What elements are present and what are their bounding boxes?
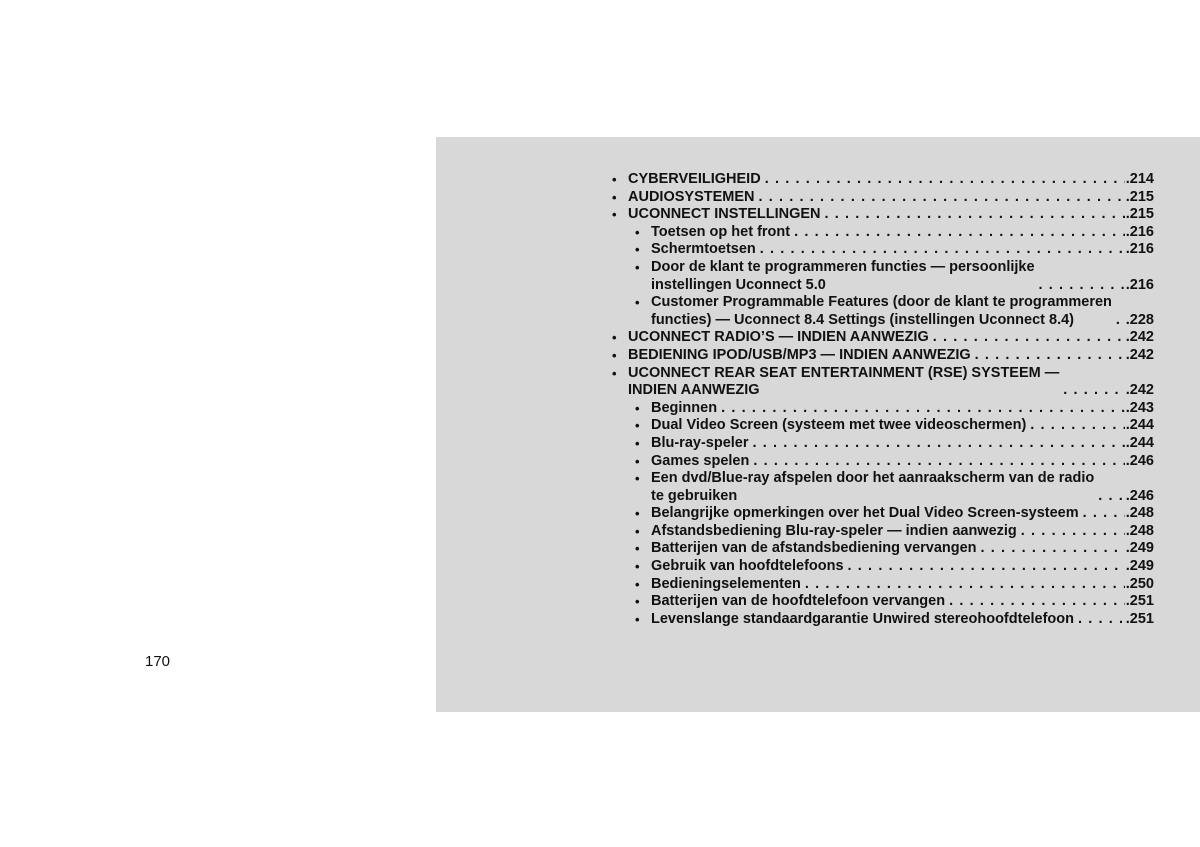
toc-entry-page: .246 [1125,487,1154,504]
toc-entry-title-wrap [628,347,1125,365]
toc-entry[interactable] [612,241,1154,259]
toc-entry-page: .249 [1125,558,1154,575]
toc-entry[interactable] [612,470,1154,505]
toc-entry-title-wrap [628,171,1125,189]
toc-entry-title: CYBERVEILIGHEID [628,171,761,187]
dot-leader [1059,382,1125,400]
toc-entry[interactable] [612,523,1154,541]
toc-entry[interactable] [612,206,1154,224]
toc-entry-title-wrap [651,400,1125,418]
toc-entry[interactable] [612,505,1154,523]
bullet-icon: • [635,541,640,557]
bullet-icon: • [635,224,640,240]
toc-entry-page: .246 [1125,452,1154,469]
toc-entry-title: Een dvd/Blue-ray afspelen door het aanraakscherm van de radio te gebruiken [651,470,1095,504]
toc-entry-title-wrap [628,189,1125,207]
bullet-icon: • [635,559,640,575]
toc-entry-page: .243 [1125,399,1154,416]
toc-entry[interactable] [612,540,1154,558]
dot-leader [756,241,1125,259]
toc-entry[interactable] [612,224,1154,242]
toc-entry-title-wrap [651,558,1125,576]
toc-entry-title: Afstandsbediening Blu-ray-speler — indien aanwezig [651,522,1017,539]
bullet-icon: • [612,347,617,363]
toc-entry-page: .251 [1125,593,1154,610]
toc-entry-title: Schermtoetsen [651,241,756,258]
bullet-icon: • [635,295,640,311]
toc-entry-title: Levenslange standaardgarantie Unwired stereohoofdtelefoon [651,610,1074,627]
dot-leader [761,171,1125,189]
bullet-icon: • [635,435,640,451]
toc-entry-title-wrap [651,417,1125,435]
table-of-contents [612,171,1154,628]
dot-leader [971,347,1125,365]
dot-leader [1017,523,1125,541]
toc-entry-page: .244 [1125,434,1154,451]
toc-entry-title-wrap [651,540,1125,558]
bullet-icon: • [635,506,640,522]
bullet-icon: • [612,172,617,187]
toc-entry-title: Customer Programmable Features (door de klant te programmeren functies) — Uconnect 8.4 Settings (instellingen Uconnect 8.4) [651,294,1112,328]
toc-entry-title: Beginnen [651,399,718,416]
toc-entry-title-wrap [651,523,1125,541]
dot-leader [790,224,1125,242]
toc-entry-title: Belangrijke opmerkingen over het Dual Video Screen-systeem [651,505,1079,522]
toc-entry-title: Gebruik van hoofdtelefoons [651,558,844,575]
bullet-icon: • [635,471,640,487]
bullet-icon: • [612,207,617,223]
toc-entry[interactable] [612,576,1154,594]
bullet-icon: • [635,418,640,434]
page-number: 170 [145,653,171,670]
toc-entry-page: .216 [1125,223,1154,240]
toc-entry-page: .249 [1125,540,1154,557]
toc-entry-page: .251 [1125,610,1154,627]
toc-entry-title-wrap [651,576,1125,594]
toc-entry-title-wrap [651,294,1125,329]
toc-entry-title-wrap [651,259,1125,294]
bullet-icon: • [635,523,640,539]
toc-entry-page: .248 [1125,522,1154,539]
toc-entry-title-wrap [651,435,1125,453]
toc-entry-title-wrap [651,453,1125,471]
toc-entry-page: .242 [1125,382,1154,399]
dot-leader [929,329,1125,347]
toc-entry[interactable] [612,558,1154,576]
toc-entry-title-wrap [651,224,1125,242]
toc-entry-page: .242 [1125,346,1154,363]
toc-entry-title-wrap [651,611,1125,629]
toc-entry-title-wrap [628,206,1125,224]
toc-entry-title: Bedieningselementen [651,575,801,592]
toc-entry-page: .215 [1125,206,1154,223]
toc-entry-title: Door de klant te programmeren functies — persoonlijke instellingen Uconnect 5.0 [651,258,1035,293]
toc-entry[interactable] [612,347,1154,365]
bullet-icon: • [635,576,640,592]
bullet-icon: • [635,611,640,627]
toc-entry-page: .248 [1125,505,1154,522]
toc-entry-page: .214 [1125,171,1154,187]
dot-leader [749,453,1124,471]
toc-entry-title: UCONNECT RADIO’S — INDIEN AANWEZIG [628,329,929,346]
toc-entry[interactable] [612,189,1154,207]
toc-entry-title: Games spelen [651,452,750,469]
toc-entry[interactable] [612,171,1154,189]
toc-entry[interactable] [612,400,1154,418]
dot-leader [1026,417,1124,435]
toc-entry[interactable] [612,593,1154,611]
dot-leader [1079,505,1125,523]
toc-entry-page: .216 [1125,241,1154,258]
bullet-icon: • [612,365,617,381]
dot-leader [801,576,1125,594]
toc-entry-title: UCONNECT INSTELLINGEN [628,206,821,223]
toc-entry-title: Toetsen op het front [651,223,791,240]
dot-leader [717,400,1125,418]
toc-entry[interactable] [612,294,1154,329]
toc-entry-page: .250 [1125,575,1154,592]
dot-leader [1074,611,1125,629]
toc-entry[interactable] [612,329,1154,347]
toc-entry-title-wrap [651,593,1125,611]
toc-entry-page: .216 [1125,276,1154,293]
bullet-icon: • [635,594,640,610]
toc-entry-title-wrap [628,329,1125,347]
dot-leader [1112,312,1125,330]
dot-leader [844,558,1125,576]
dot-leader [821,206,1125,224]
dot-leader [1035,277,1125,295]
bullet-icon: • [612,330,617,346]
toc-entry-title: Blu-ray-speler [651,434,749,451]
toc-entry-page: .228 [1125,311,1154,328]
toc-entry-title-wrap [651,470,1125,505]
toc-entry[interactable] [612,453,1154,471]
toc-entry-title: UCONNECT REAR SEAT ENTERTAINMENT (RSE) SYSTEEM — INDIEN AANWEZIG [628,364,1060,399]
toc-entry[interactable] [612,435,1154,453]
bullet-icon: • [635,453,640,469]
toc-entry-title: BEDIENING IPOD/USB/MP3 — INDIEN AANWEZIG [628,346,971,363]
bullet-icon: • [635,259,640,275]
toc-entry-title-wrap [651,241,1125,259]
dot-leader [945,593,1125,611]
toc-entry-title: Batterijen van de afstandsbediening vervangen [651,540,977,557]
toc-entry[interactable] [612,611,1154,629]
dot-leader [977,540,1125,558]
toc-entry[interactable] [612,365,1154,400]
toc-entry[interactable] [612,259,1154,294]
toc-entry-title-wrap [651,505,1125,523]
dot-leader [749,435,1125,453]
dot-leader [1094,488,1125,506]
toc-entry-page: .215 [1125,188,1154,205]
toc-entry-page: .244 [1125,417,1154,434]
toc-entry-title: Dual Video Screen (systeem met twee videoschermen) [651,417,1027,434]
dot-leader [755,189,1125,207]
bullet-icon: • [612,189,617,205]
bullet-icon: • [635,242,640,258]
toc-entry-page: .242 [1125,329,1154,346]
toc-entry-title-wrap [628,365,1125,400]
toc-entry[interactable] [612,417,1154,435]
toc-entry-title: AUDIOSYSTEMEN [628,188,755,205]
toc-entry-title: Batterijen van de hoofdtelefoon vervangen [651,593,946,610]
bullet-icon: • [635,400,640,416]
